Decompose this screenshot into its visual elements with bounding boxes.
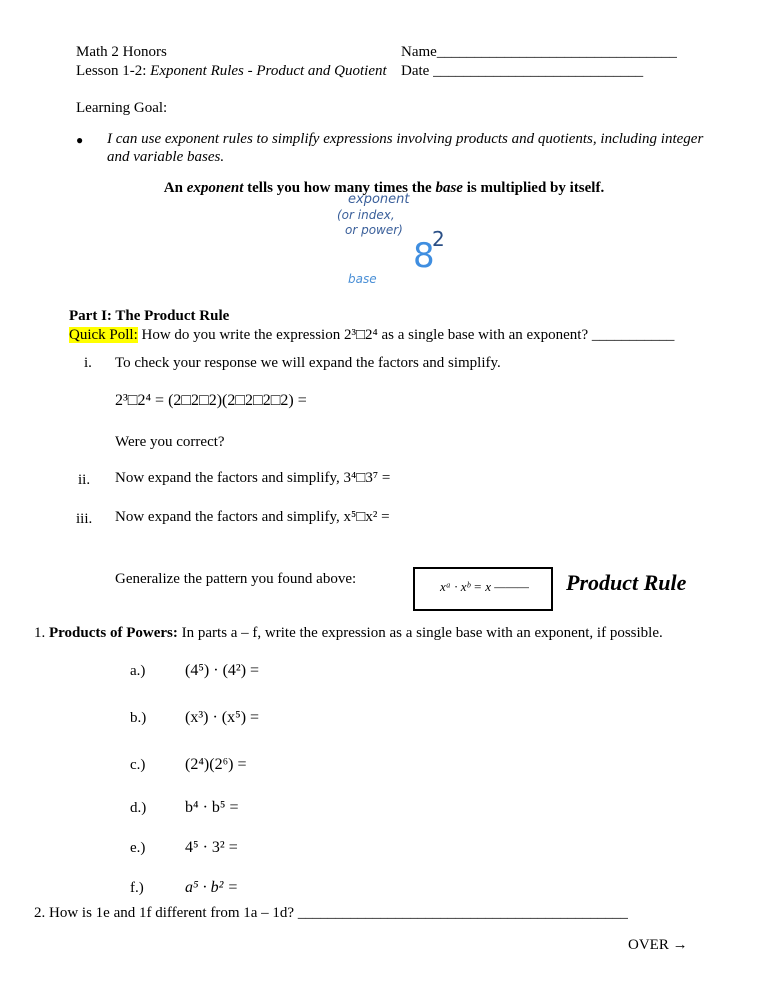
product-rule-expression: xᵃ · xᵇ = x ——— [440,579,529,594]
item-ii-number: ii. [78,472,91,488]
part-f-label: f.) [130,880,144,896]
quick-poll: Quick Poll: How do you write the expression 2³□2⁴ as a single base with an exponent? ___________ [69,327,675,343]
item-iii-number: iii. [76,511,93,527]
part-e-expression: 4⁵ · 3² = [185,839,238,856]
part-d-label: d.) [130,800,147,816]
part-f-expression: a⁵ · b² = [185,879,239,896]
name-field[interactable]: Name________________________________ [401,44,677,60]
learning-goal-label: Learning Goal: [76,100,168,116]
exponent-definition: An exponent tells you how many times the base is multiplied by itself. [163,180,605,196]
lesson-prefix: Lesson 1-2: [76,63,151,79]
part-a-expression: (4⁵) · (4²) = [185,662,260,679]
part-c-label: c.) [130,757,146,773]
part-b-expression: (x³) · (x⁵) = [185,709,260,726]
bullet-icon: ● [76,133,84,147]
question-2: 2. How is 1e and 1f different from 1a – 1d? ____________________________________________ [34,905,628,921]
part-a-label: a.) [130,663,146,679]
question-1: 1. Products of Powers: In parts a – f, write the expression as a single base with an exponent, if possible. [34,625,663,641]
item-ii-text: Now expand the factors and simplify, 3⁴□3⁷ = [115,470,391,486]
item-iii-text: Now expand the factors and simplify, x⁵□x² = [115,509,390,525]
lesson-title [76,63,387,80]
learning-goal-text: I can use exponent rules to simplify expressions involving products and quotients, including integer [107,131,704,147]
over-indicator: OVER → [628,937,688,953]
item-i-text: To check your response we will expand the factors and simplify. [115,355,501,371]
part1-title: Part I: The Product Rule [69,308,230,324]
course-title: Math 2 Honors [76,44,167,60]
part-b-label: b.) [130,710,147,726]
date-field[interactable]: Date ____________________________ [401,63,644,79]
product-rule-label: Product Rule [566,570,687,595]
learning-goal-text-2: and variable bases. [107,149,225,165]
part-e-label: e.) [130,840,146,856]
part-c-expression: (2⁴)(2⁶) = [185,756,247,773]
generalize-prompt: Generalize the pattern you found above: [115,571,357,587]
part-d-expression: b⁴ · b⁵ = [185,799,239,816]
item-i-expression: 2³□2⁴ = (2□2□2)(2□2□2□2) = [115,392,307,409]
item-i-number: i. [84,355,92,371]
lesson-name: Exponent Rules - Product and Quotient [150,63,387,79]
exponent-figure: exponent (or index, or power) 8 2 base [337,192,445,286]
item-i-question: Were you correct? [115,434,225,450]
